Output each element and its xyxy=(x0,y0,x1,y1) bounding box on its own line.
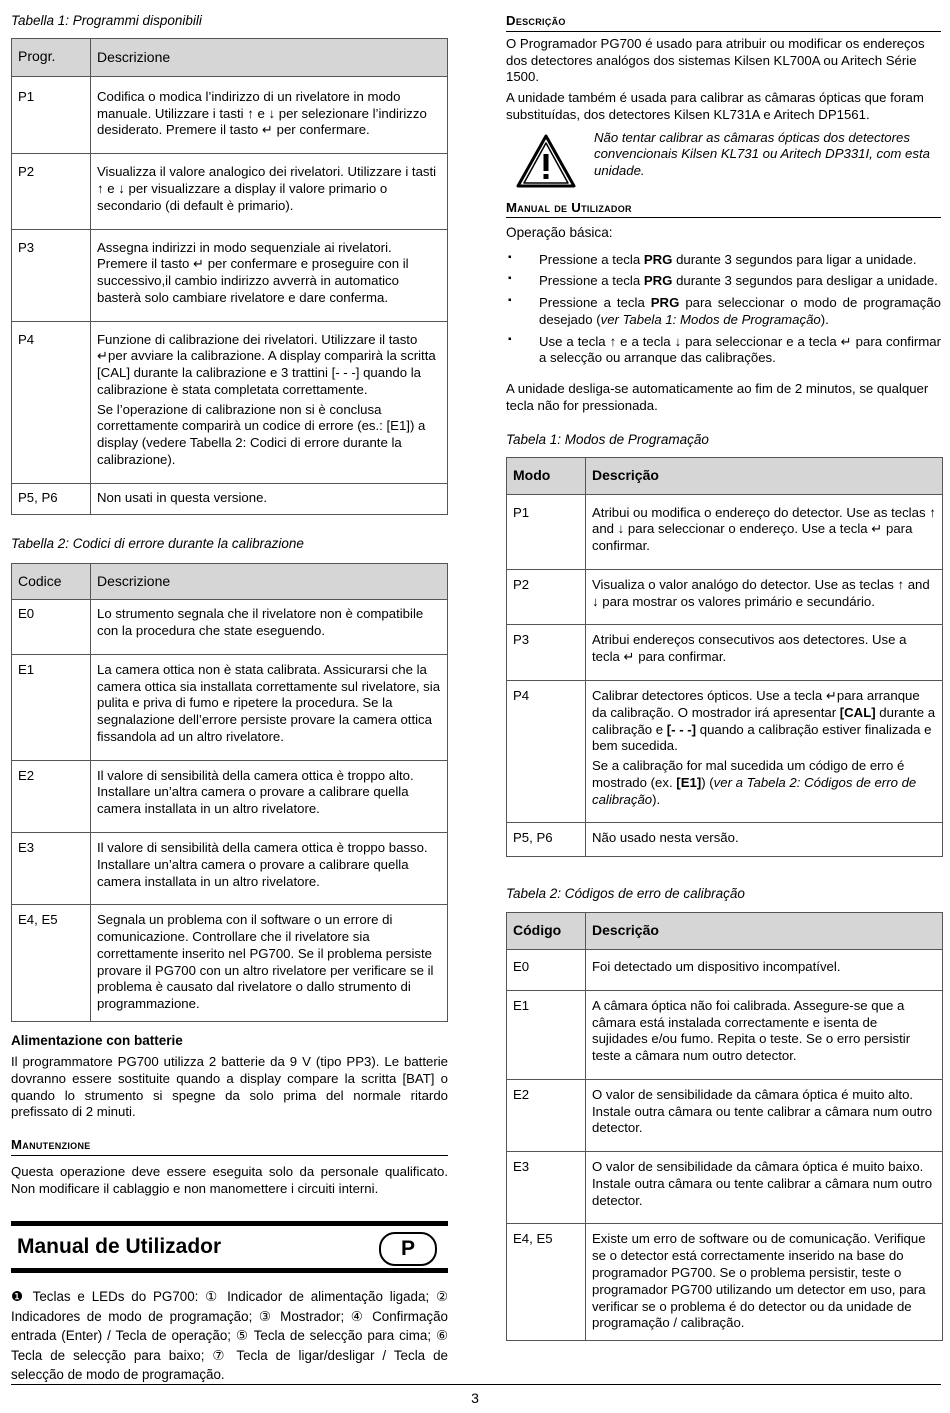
table-row xyxy=(12,76,448,153)
table-codigos-erro xyxy=(506,912,943,1341)
row-desc: Il valore di sensibilità della camera ottica è troppo alto. Installare un’altra camera o provare a calibrare quella camera installata in un altro rivelatore. xyxy=(91,760,448,832)
table-header-modo: Modo xyxy=(507,457,586,494)
row-desc: Existe um erro de software ou de comunicação. Verifique se o detector está correctamente inserido na base do programador PG700. Se o problema persistir, teste o programador PG700 utilizando um detector em uso, para verificar se o problema é do detector ou da unidade de programação / calibração. xyxy=(586,1224,943,1341)
description-heading: Descrição xyxy=(506,13,941,32)
table-row xyxy=(12,760,448,832)
row-code: P5, P6 xyxy=(507,823,586,857)
table-row xyxy=(12,654,448,760)
battery-text: Il programmatore PG700 utilizza 2 batterie da 9 V (tipo PP3). Le batterie dovranno essere sostituite quando a display compare la scritta [BAT] o quando lo strumento si spegne da solo prima del normale ritardo prefissato di 2 minuti. xyxy=(11,1054,448,1120)
maintenance-heading: Manutenzione xyxy=(11,1137,448,1156)
row-code: P1 xyxy=(12,76,91,153)
table-row xyxy=(507,681,943,823)
table-header-codice: Codice xyxy=(12,563,91,600)
table-row xyxy=(507,625,943,681)
table-row xyxy=(12,483,448,515)
table-row xyxy=(507,1152,943,1224)
warning-text: Não tentar calibrar as câmaras ópticas dos detectores convencionais Kilsen KL731 ou Aritech DP331I, com esta unidade. xyxy=(594,129,930,179)
row-desc xyxy=(586,681,943,823)
row-code: E0 xyxy=(12,600,91,655)
table-row xyxy=(12,833,448,905)
table-row xyxy=(507,823,943,857)
banner-title: Manual de Utilizador xyxy=(17,1235,222,1259)
row-desc: Il valore di sensibilità della camera ottica è troppo basso. Installare un’altra camera o provare a calibrare quella camera installata in un altro rivelatore. xyxy=(91,833,448,905)
battery-heading: Alimentazione con batterie xyxy=(11,1032,183,1048)
maintenance-text: Questa operazione deve essere eseguita solo da personale qualificato. Non modificare il cablaggio e non manomettere i circuiti interni. xyxy=(11,1163,448,1196)
table-header-descricao: Descrição xyxy=(586,457,943,494)
row-code: E4, E5 xyxy=(507,1224,586,1341)
row-code: P2 xyxy=(12,154,91,229)
language-banner xyxy=(11,1221,448,1273)
table-row xyxy=(12,154,448,229)
row-code: E0 xyxy=(507,950,586,991)
right-column xyxy=(506,0,941,1341)
row-code: E1 xyxy=(12,654,91,760)
page-number: 3 xyxy=(471,1390,479,1406)
table2-pt-caption: Tabela 2: Códigos de erro de calibração xyxy=(506,886,745,902)
table-row xyxy=(507,990,943,1079)
row-code: P4 xyxy=(507,681,586,823)
row-desc: Non usati in questa versione. xyxy=(91,483,448,515)
row-code: E4, E5 xyxy=(12,905,91,1022)
basic-operation: Operação básica: xyxy=(506,225,613,241)
row-desc xyxy=(91,321,448,483)
table-header-descrizione: Descrizione xyxy=(91,39,448,77)
table1-it-caption: Tabella 1: Programmi disponibili xyxy=(11,13,202,28)
table2-it-caption: Tabella 2: Codici di errore durante la calibrazione xyxy=(11,536,304,552)
row-desc: Codifica o modica l’indirizzo di un rivelatore in modo manuale. Utilizzare i tasti ↑ e ↓ per selezionare l’indirizzo desiderato. Premere il tasto ↵ per confermare. xyxy=(91,76,448,153)
row-desc-p2: Se l’operazione di calibrazione non si è conclusa correttamente comparirà un codice di errore (es.: [E1]) a display (vedere Tabella 2: Codici di errore durante la calibrazione). xyxy=(97,401,426,467)
table-header-codigo: Código xyxy=(507,913,586,950)
row-desc: A câmara óptica não foi calibrada. Assegure-se que a câmara está instalada correctamente e isenta de sujidades e/ou fumo. Repita o teste. Se o erro persistir teste a câmara num outro detector. xyxy=(586,990,943,1079)
table-row xyxy=(507,494,943,569)
description-p1: O Programador PG700 é usado para atribuir ou modificar os endereços dos detectores analógos dos sistemas Kilsen KL700A ou Aritech Série 1500. xyxy=(506,35,925,85)
row-desc-p1: Funzione di calibrazione dei rivelatori. Utilizzare il tasto ↵per avviare la calibrazione. A display comparirà la scritta [CAL] durante la calibrazione e 3 trattini [- - -] quando la calibrazione è stata completata correttamente. xyxy=(97,331,436,397)
table-header-descricao: Descrição xyxy=(586,913,943,950)
description-p2: A unidade também é usada para calibrar as câmaras ópticas que foram substituídas, dos detectores Kilsen KL731A e Aritech DP1561. xyxy=(506,90,924,122)
row-desc: Foi detectado um dispositivo incompatível. xyxy=(586,950,943,991)
row-code: E1 xyxy=(507,990,586,1079)
table-row xyxy=(507,950,943,991)
row-desc: O valor de sensibilidade da câmara óptica é muito alto. Instale outra câmara ou tente calibrar a câmara num outro detector. xyxy=(586,1079,943,1151)
row-desc: O valor de sensibilidade da câmara óptica é muito baixo. Instale outra câmara ou tente calibrar a câmara num outro detector. xyxy=(586,1152,943,1224)
row-desc: Atribui endereços consecutivos aos detectores. Use a tecla ↵ para confirmar. xyxy=(586,625,943,681)
bullet-list xyxy=(506,252,941,368)
row-code: P1 xyxy=(507,494,586,569)
manual-heading: Manual de Utilizador xyxy=(506,200,941,219)
row-code: P2 xyxy=(507,569,586,625)
footer-divider xyxy=(11,1384,941,1385)
table-header-descrizione: Descrizione xyxy=(91,563,448,600)
row-code: P5, P6 xyxy=(12,483,91,515)
auto-off-text: A unidade desliga-se automaticamente ao fim de 2 minutos, se qualquer tecla não for pressionada. xyxy=(506,381,929,413)
table-header-progr: Progr. xyxy=(12,39,91,77)
row-desc: Assegna indirizzi in modo sequenziale ai rivelatori. Premere il tasto ↵ per confermare e proseguire con il successivo,il cambio indirizzo avverrà in automatico basterà solo cambiare rivelatore e dare conferma. xyxy=(91,229,448,321)
row-code: P3 xyxy=(507,625,586,681)
row-desc: Visualiza o valor analógo do detector. Use as teclas ↑ and ↓ para mostrar os valores primário e secundário. xyxy=(586,569,943,625)
table-row xyxy=(12,600,448,655)
table-modos xyxy=(506,457,943,857)
keys-intro: ❶ Teclas e LEDs do PG700: ① Indicador de alimentação ligada; ② Indicadores de modo de programação; ③ Mostrador; ④ Confirmação entrada (Enter) / Tecla de operação; ⑤ Tecla de selecção para cima; ⑥ Tecla de selecção para baixo; ⑦ Tecla de ligar/desligar / Tecla de selecção de modo de programação. xyxy=(11,1289,448,1383)
row-code: P3 xyxy=(12,229,91,321)
row-desc: Não usado nesta versão. xyxy=(586,823,943,857)
row-code: E2 xyxy=(12,760,91,832)
table-programmi xyxy=(11,38,448,515)
row-desc-p1: Calibrar detectores ópticos. Use a tecla ↵para arranque da calibração. O mostrador irá apresentar [CAL] durante a calibração e [- - -] quando a calibração estiver finalizada e bem sucedida. xyxy=(592,688,936,754)
list-item: ▪ Pressione a tecla PRG durante 3 segundos para desligar a unidade. xyxy=(506,273,941,290)
row-desc-p2: Se a calibração for mal sucedida um código de erro é mostrado (ex. [E1]) (ver a Tabela 2: Códigos de erro de calibração). xyxy=(592,758,917,807)
warning-block xyxy=(506,130,941,198)
row-desc: Lo strumento segnala che il rivelatore non è compatibile con la procedura che state eseguendo. xyxy=(91,600,448,655)
table-row xyxy=(12,321,448,483)
row-code: E2 xyxy=(507,1079,586,1151)
table-row xyxy=(12,905,448,1022)
table-row xyxy=(507,1079,943,1151)
list-item: ▪ Use a tecla ↑ e a tecla ↓ para seleccionar e a tecla ↵ para confirmar a selecção ou arranque das calibrações. xyxy=(506,334,941,368)
row-desc: La camera ottica non è stata calibrata. Assicurarsi che la camera ottica sia installata correttamente sul rivelatore, sia pulita e priva di fumo e ripetere la procedura. Se la segnalazione dell’errore persiste provare la camera ottica fissandola ad un altro rivelatore. xyxy=(91,654,448,760)
table-row xyxy=(507,569,943,625)
language-badge: P xyxy=(379,1232,437,1266)
row-code: E3 xyxy=(507,1152,586,1224)
warning-triangle-icon xyxy=(516,134,576,188)
row-code: E3 xyxy=(12,833,91,905)
table-codici-errore xyxy=(11,563,448,1022)
row-desc: Atribui ou modifica o endereço do detector. Use as teclas ↑ and ↓ para seleccionar o endereço. Use a tecla ↵ para confirmar. xyxy=(586,494,943,569)
row-desc: Segnala un problema con il software o un errore di comunicazione. Controllare che il rivelatore sia correttamente inserito nel PG700. Se il problema persiste provare il PG700 con un altro rivelatore per verificare se il problema è causato dal rivelatore o dallo strumento di programmazione. xyxy=(91,905,448,1022)
table1-pt-caption: Tabela 1: Modos de Programação xyxy=(506,431,709,447)
list-item: ▪ Pressione a tecla PRG para seleccionar o modo de programação desejado (ver Tabela 1: Modos de Programação). xyxy=(506,295,941,329)
left-column xyxy=(11,0,448,1385)
list-item: ▪ Pressione a tecla PRG durante 3 segundos para ligar a unidade. xyxy=(506,252,941,269)
row-desc: Visualizza il valore analogico dei rivelatori. Utilizzare i tasti ↑ e ↓ per visualizzare a display il valore primario o secondario (di default è primario). xyxy=(91,154,448,229)
table-row xyxy=(12,229,448,321)
row-code: P4 xyxy=(12,321,91,483)
table-row xyxy=(507,1224,943,1341)
